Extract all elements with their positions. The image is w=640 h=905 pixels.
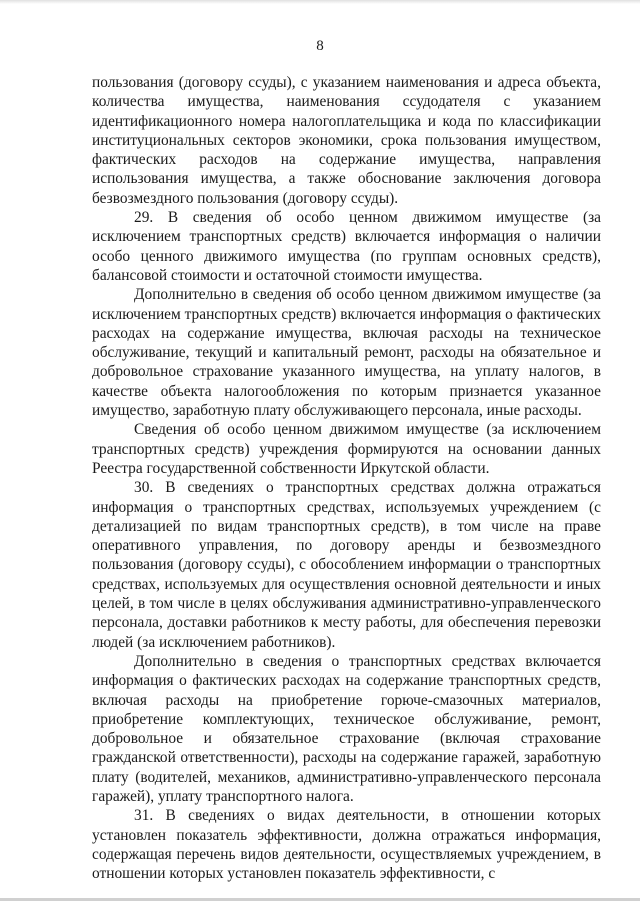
scan-bottom-edge bbox=[0, 898, 640, 901]
paragraph-item-29-source: Сведения об особо ценном движимом имуществе (за исключением транспортных средств) учреждения формируются на основании данных Реестра государственной собственности Иркутской области. bbox=[92, 421, 601, 477]
page-number: 8 bbox=[316, 38, 324, 54]
paragraph-item-29-additional: Дополнительно в сведения об особо ценном движимом имуществе (за исключением транспортных средств) включается информация о фактических расходах на содержание имущества, включая расходы на техническое обслуживание, текущий и капитальный ремонт, расходы на обязательное и добровольное страхование указанного имущества, на уплату налогов, в качестве объекта налогообложения по которым признается указанное имущество, заработную плату обслуживающего персонала, иные расходы. bbox=[92, 286, 601, 420]
document-body bbox=[92, 73, 601, 883]
paragraph-item-30: 30. В сведениях о транспортных средствах должна отражаться информация о транспортных средствах, используемых учреждением (с детализацией по видам транспортных средств), в том числе на праве оперативного управления, по договору аренды и безвозмездного пользования (договору ссуды), с обособлением информации о транспортных средствах, используемых для осуществления основной деятельности и иных целей, в том числе в целях обслуживания административно-управленческого персонала, доставки работников к месту работы, для обеспечения перевозки людей (за исключением работников). bbox=[92, 479, 601, 651]
paragraph-item-31: 31. В сведениях о видах деятельности, в отношении которых установлен показатель эффективности, должна отражаться информация, содержащая перечень видов деятельности, осуществляемых учреждением, в отношении которых установлен показатель эффективности, с bbox=[92, 807, 601, 883]
paragraph-continuation: пользования (договору ссуды), с указанием наименования и адреса объекта, количества имущества, наименования ссудодателя с указанием идентификационного номера налогоплательщика и кода по классификации институциональных секторов экономики, срока пользования имуществом, фактических расходов на содержание имущества, направления использования имущества, а также обоснование заключения договора безвозмездного пользования (договору ссуды). bbox=[92, 74, 601, 207]
paragraph-item-30-additional: Дополнительно в сведения о транспортных средствах включается информация о фактических расходах на содержание транспортных средств, включая расходы на приобретение горюче-смазочных материалов, приобретение комплектующих, техническое обслуживание, ремонт, добровольное и обязательное страхование (включая страхование гражданской ответственности), расходы на содержание гаражей, заработную плату (водителей, механиков, административно-управленческого персонала гаражей), уплату транспортного налога. bbox=[92, 652, 601, 805]
paragraph-item-29: 29. В сведения об особо ценном движимом имуществе (за исключением транспортных средств) включается информация о наличии особо ценного движимого имущества (по группам основных средств), балансовой стоимости и остаточной стоимости имущества. bbox=[92, 209, 601, 284]
scan-top-edge bbox=[0, 0, 640, 4]
